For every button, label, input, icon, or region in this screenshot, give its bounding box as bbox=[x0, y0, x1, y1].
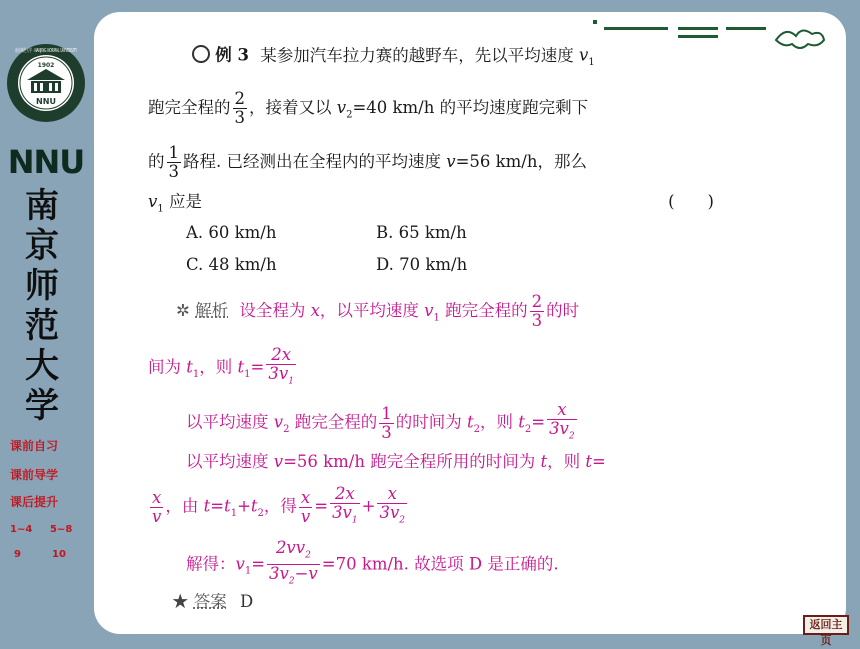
fraction-num: 1 bbox=[168, 143, 179, 162]
analysis-line-4: 以平均速度 v=56 km/h 跑完全程所用的时间为 t，则 t= bbox=[186, 452, 606, 471]
analysis-line-5: $\frac{x}{v}$ ，由 $t=t_1+t_2$，得 $\frac{x}{v}$ = $\frac{2x}{3v_1}$ + $\frac{x}{3v_2}$ bbox=[148, 485, 409, 529]
analysis-text: 以平均速度 bbox=[186, 452, 274, 471]
analysis-text: 解得： bbox=[186, 554, 236, 574]
university-char: 学 bbox=[25, 386, 59, 426]
problem-text: 跑完全程的 bbox=[148, 98, 231, 117]
analysis-text: ，则 bbox=[199, 357, 238, 377]
sidebar bbox=[0, 0, 126, 645]
problem-text: 某参加汽车拉力赛的越野车，先以平均速度 bbox=[260, 45, 579, 65]
var-v: v bbox=[336, 98, 347, 117]
page-link-1-4[interactable]: 1~4 bbox=[10, 524, 33, 535]
analysis-text: =70 km/h. 故选项 D 是正确的. bbox=[321, 554, 559, 574]
fraction: $\frac{x}{v}$ bbox=[300, 487, 311, 526]
fraction: $\frac{1}{3}$ bbox=[381, 403, 392, 442]
nav-post-improve[interactable]: 课后提升 bbox=[10, 495, 59, 509]
fraction: $\frac{x}{v}$ bbox=[152, 487, 162, 526]
fraction: $\frac{2}{3}$ bbox=[531, 292, 543, 330]
nav-pre-study[interactable]: 课前自习 bbox=[10, 439, 59, 453]
fraction: $\frac{2x}{3v_1}$ bbox=[268, 345, 294, 387]
page-link-5-8[interactable]: 5~8 bbox=[50, 524, 73, 535]
analysis-text: 的时间为 bbox=[395, 412, 467, 432]
problem-line-4 bbox=[148, 192, 714, 215]
university-char: 范 bbox=[25, 306, 59, 346]
var-v: v bbox=[446, 152, 456, 171]
option-a[interactable]: A. 60 km/h bbox=[186, 223, 277, 242]
analysis-text: ，则 bbox=[547, 452, 586, 471]
fraction: $\frac{x}{3v_2}$ bbox=[549, 400, 575, 442]
brand-wordmark: NNU bbox=[7, 143, 85, 181]
svg-text:NNU: NNU bbox=[36, 97, 56, 106]
fraction: $\frac{2x}{3v_1}$ bbox=[332, 484, 358, 526]
analysis-text: =56 km/h 跑完全程所用的时间为 bbox=[283, 452, 541, 471]
answer-value: D bbox=[240, 592, 254, 611]
fraction: $\frac{2vv_2}{3v_2-v}$ bbox=[269, 538, 318, 587]
svg-text:1902: 1902 bbox=[37, 62, 55, 69]
var-sub: 2 bbox=[346, 109, 353, 121]
analysis-text: 跑完全程的 bbox=[289, 412, 378, 432]
analysis-text: ，则 bbox=[479, 412, 519, 432]
problem-text: 的 bbox=[148, 152, 165, 171]
university-char: 师 bbox=[25, 266, 59, 306]
analysis-line-1: ✲ 解析 设全程为 x，以平均速度 $v_1$ 跑完全程的 $\frac{2}{3}$ 的时 bbox=[176, 292, 580, 330]
example-label: 例 3 bbox=[215, 45, 249, 65]
analysis-line-2: 间为 $t_1$，则 $t_1=$ $\frac{2x}{3v_1}$ bbox=[148, 346, 298, 390]
gear-icon: ✲ bbox=[176, 301, 190, 320]
analysis-text: 以平均速度 bbox=[186, 412, 274, 432]
fraction: $\frac{x}{3v_2}$ bbox=[379, 484, 406, 526]
page-link-10[interactable]: 10 bbox=[52, 549, 66, 560]
answer-paren: ( ) bbox=[668, 192, 714, 211]
var-v: v bbox=[148, 192, 158, 211]
fraction-num: 2 bbox=[234, 89, 245, 108]
problem-line-2 bbox=[148, 90, 588, 127]
content-card bbox=[94, 12, 846, 634]
university-char: 京 bbox=[25, 226, 59, 266]
problem-text: ，接着又以 bbox=[249, 98, 337, 117]
problem-line-1 bbox=[192, 47, 595, 68]
page-link-9[interactable]: 9 bbox=[14, 549, 21, 560]
star-icon: ★ bbox=[172, 592, 189, 611]
lightbulb-icon bbox=[192, 45, 210, 63]
fraction-1-3 bbox=[167, 144, 182, 181]
option-b[interactable]: B. 65 km/h bbox=[376, 223, 467, 242]
analysis-line-3: 以平均速度 $v_2$ 跑完全程的 $\frac{1}{3}$ 的时间为 $t_2$，则 $t_2=$ $\frac{x}{3v_2}$ bbox=[186, 401, 579, 445]
problem-text: =56 km/h，那么 bbox=[455, 152, 587, 171]
analysis-text: ，得 bbox=[263, 496, 297, 516]
svg-text:南京师范大学 · NANJING NORMAL UNIVER: 南京师范大学 · NANJING NORMAL UNIVERSITY bbox=[15, 48, 126, 54]
option-c[interactable]: C. 48 km/h bbox=[186, 255, 277, 274]
var-sub: 1 bbox=[588, 56, 595, 68]
answer-line bbox=[172, 594, 253, 611]
analysis-label: 解析 bbox=[195, 301, 229, 320]
var-sub: 1 bbox=[157, 203, 164, 215]
home-button[interactable]: 返回主页 bbox=[803, 615, 849, 635]
cloud-ornament-icon bbox=[586, 18, 836, 58]
university-char: 南 bbox=[25, 186, 59, 226]
problem-line-3 bbox=[148, 144, 587, 181]
university-name-vertical bbox=[20, 186, 64, 426]
analysis-text: ，由 bbox=[165, 496, 204, 516]
var-v: v bbox=[578, 45, 589, 65]
problem-text: =40 km/h 的平均速度跑完剩下 bbox=[352, 98, 589, 117]
nav-pre-guide[interactable]: 课前导学 bbox=[10, 468, 59, 482]
analysis-text: 的时 bbox=[546, 301, 580, 320]
analysis-text: ，以平均速度 bbox=[319, 301, 425, 320]
analysis-text: 设全程为 bbox=[239, 301, 311, 320]
university-char: 大 bbox=[25, 346, 59, 386]
fraction-2-3 bbox=[233, 90, 248, 127]
problem-text: 路程. 已经测出在全程内的平均速度 bbox=[183, 152, 447, 171]
fraction-den: 3 bbox=[168, 162, 179, 181]
option-d[interactable]: D. 70 km/h bbox=[376, 255, 468, 274]
problem-text: 应是 bbox=[163, 192, 202, 211]
analysis-text: 跑完全程的 bbox=[439, 301, 528, 320]
university-logo bbox=[5, 36, 126, 136]
answer-label: 答案 bbox=[193, 592, 227, 611]
analysis-text: 间为 bbox=[148, 357, 187, 377]
analysis-line-6: 解得：$v_1=$ $\frac{2vv_2}{3v_2-v}$ =70 km/h. 故选项 D 是正确的. bbox=[186, 539, 559, 591]
fraction-den: 3 bbox=[234, 108, 245, 127]
